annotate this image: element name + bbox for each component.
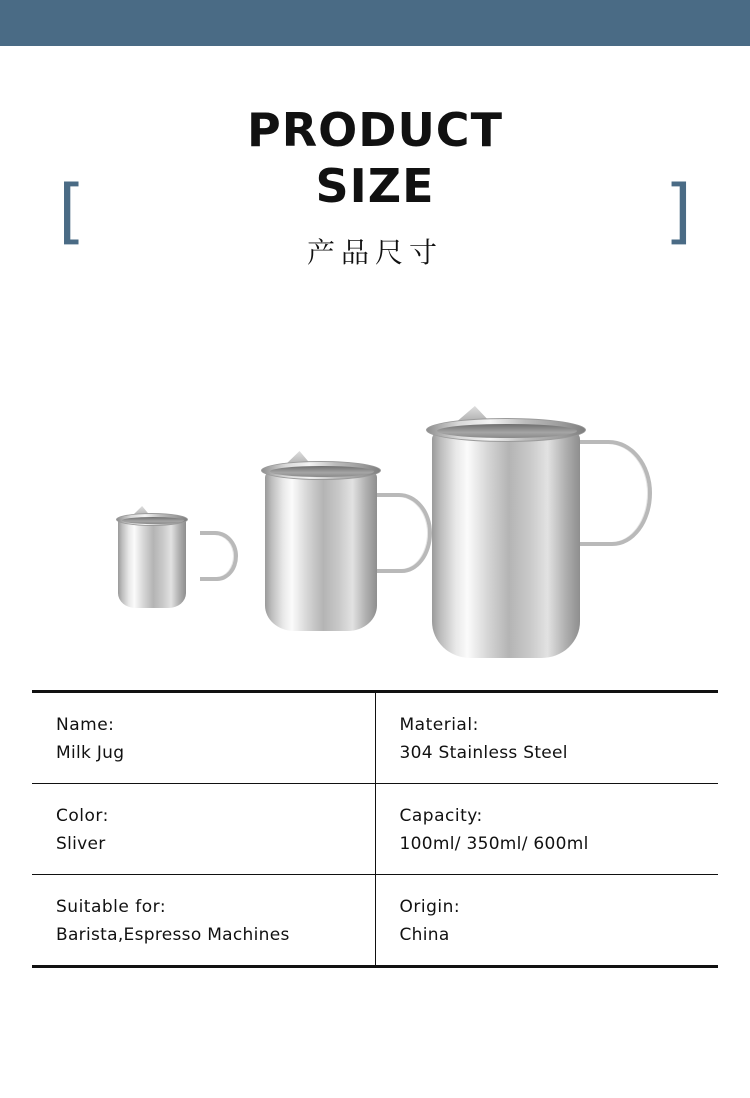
bracket-right-decoration: ] [664, 170, 692, 252]
milk-jug-small-body [118, 516, 186, 608]
milk-jug-medium-rim-inner [270, 466, 374, 477]
spec-label-capacity: Capacity: [399, 806, 483, 826]
page-subtitle: 产品尺寸 [306, 235, 443, 269]
table-row [32, 875, 718, 967]
milk-jug-medium-handle [377, 493, 432, 573]
milk-jug-small-handle [200, 531, 238, 581]
spec-cell-name [32, 692, 375, 784]
spec-label-material: Material: [399, 715, 479, 735]
spec-label-color: Color: [56, 806, 109, 826]
spec-cell-origin [375, 875, 718, 967]
milk-jug-large-rim-inner [437, 424, 577, 438]
spec-cell-color [32, 784, 375, 875]
milk-jug-small-rim-inner [122, 517, 184, 524]
spec-value-origin: China [399, 925, 450, 945]
table-row [32, 784, 718, 875]
spec-cell-capacity [375, 784, 718, 875]
specification-table-wrapper [32, 690, 718, 968]
milk-jug-large-body [432, 430, 580, 658]
page-title-line-1: PRODUCT [247, 103, 503, 157]
spec-label-name: Name: [56, 715, 115, 735]
spec-value-capacity: 100ml/ 350ml/ 600ml [399, 834, 589, 854]
milk-jug-medium [265, 461, 450, 631]
page-title-line-2: SIZE [315, 158, 435, 213]
spec-value-color: Sliver [56, 834, 106, 854]
top-accent-bar [0, 0, 750, 46]
spec-value-name: Milk Jug [56, 743, 125, 763]
milk-jug-small-rim [116, 513, 188, 526]
milk-jug-large-handle [580, 440, 652, 546]
spec-cell-suitable-for [32, 875, 375, 967]
specification-table [32, 690, 718, 968]
milk-jug-medium-body [265, 471, 377, 631]
spec-label-suitable-for: Suitable for: [56, 897, 167, 917]
milk-jug-large [432, 418, 672, 658]
spec-label-origin: Origin: [399, 897, 461, 917]
bracket-left-decoration: [ [58, 170, 86, 252]
spec-value-suitable-for: Barista,Espresso Machines [56, 925, 290, 945]
title-block [0, 46, 750, 306]
milk-jug-small [118, 513, 253, 608]
milk-jug-large-rim [426, 418, 586, 442]
product-image-area [0, 306, 750, 676]
spec-cell-material [375, 692, 718, 784]
spec-value-material: 304 Stainless Steel [399, 743, 568, 763]
milk-jug-medium-rim [261, 461, 381, 480]
table-row [32, 692, 718, 784]
